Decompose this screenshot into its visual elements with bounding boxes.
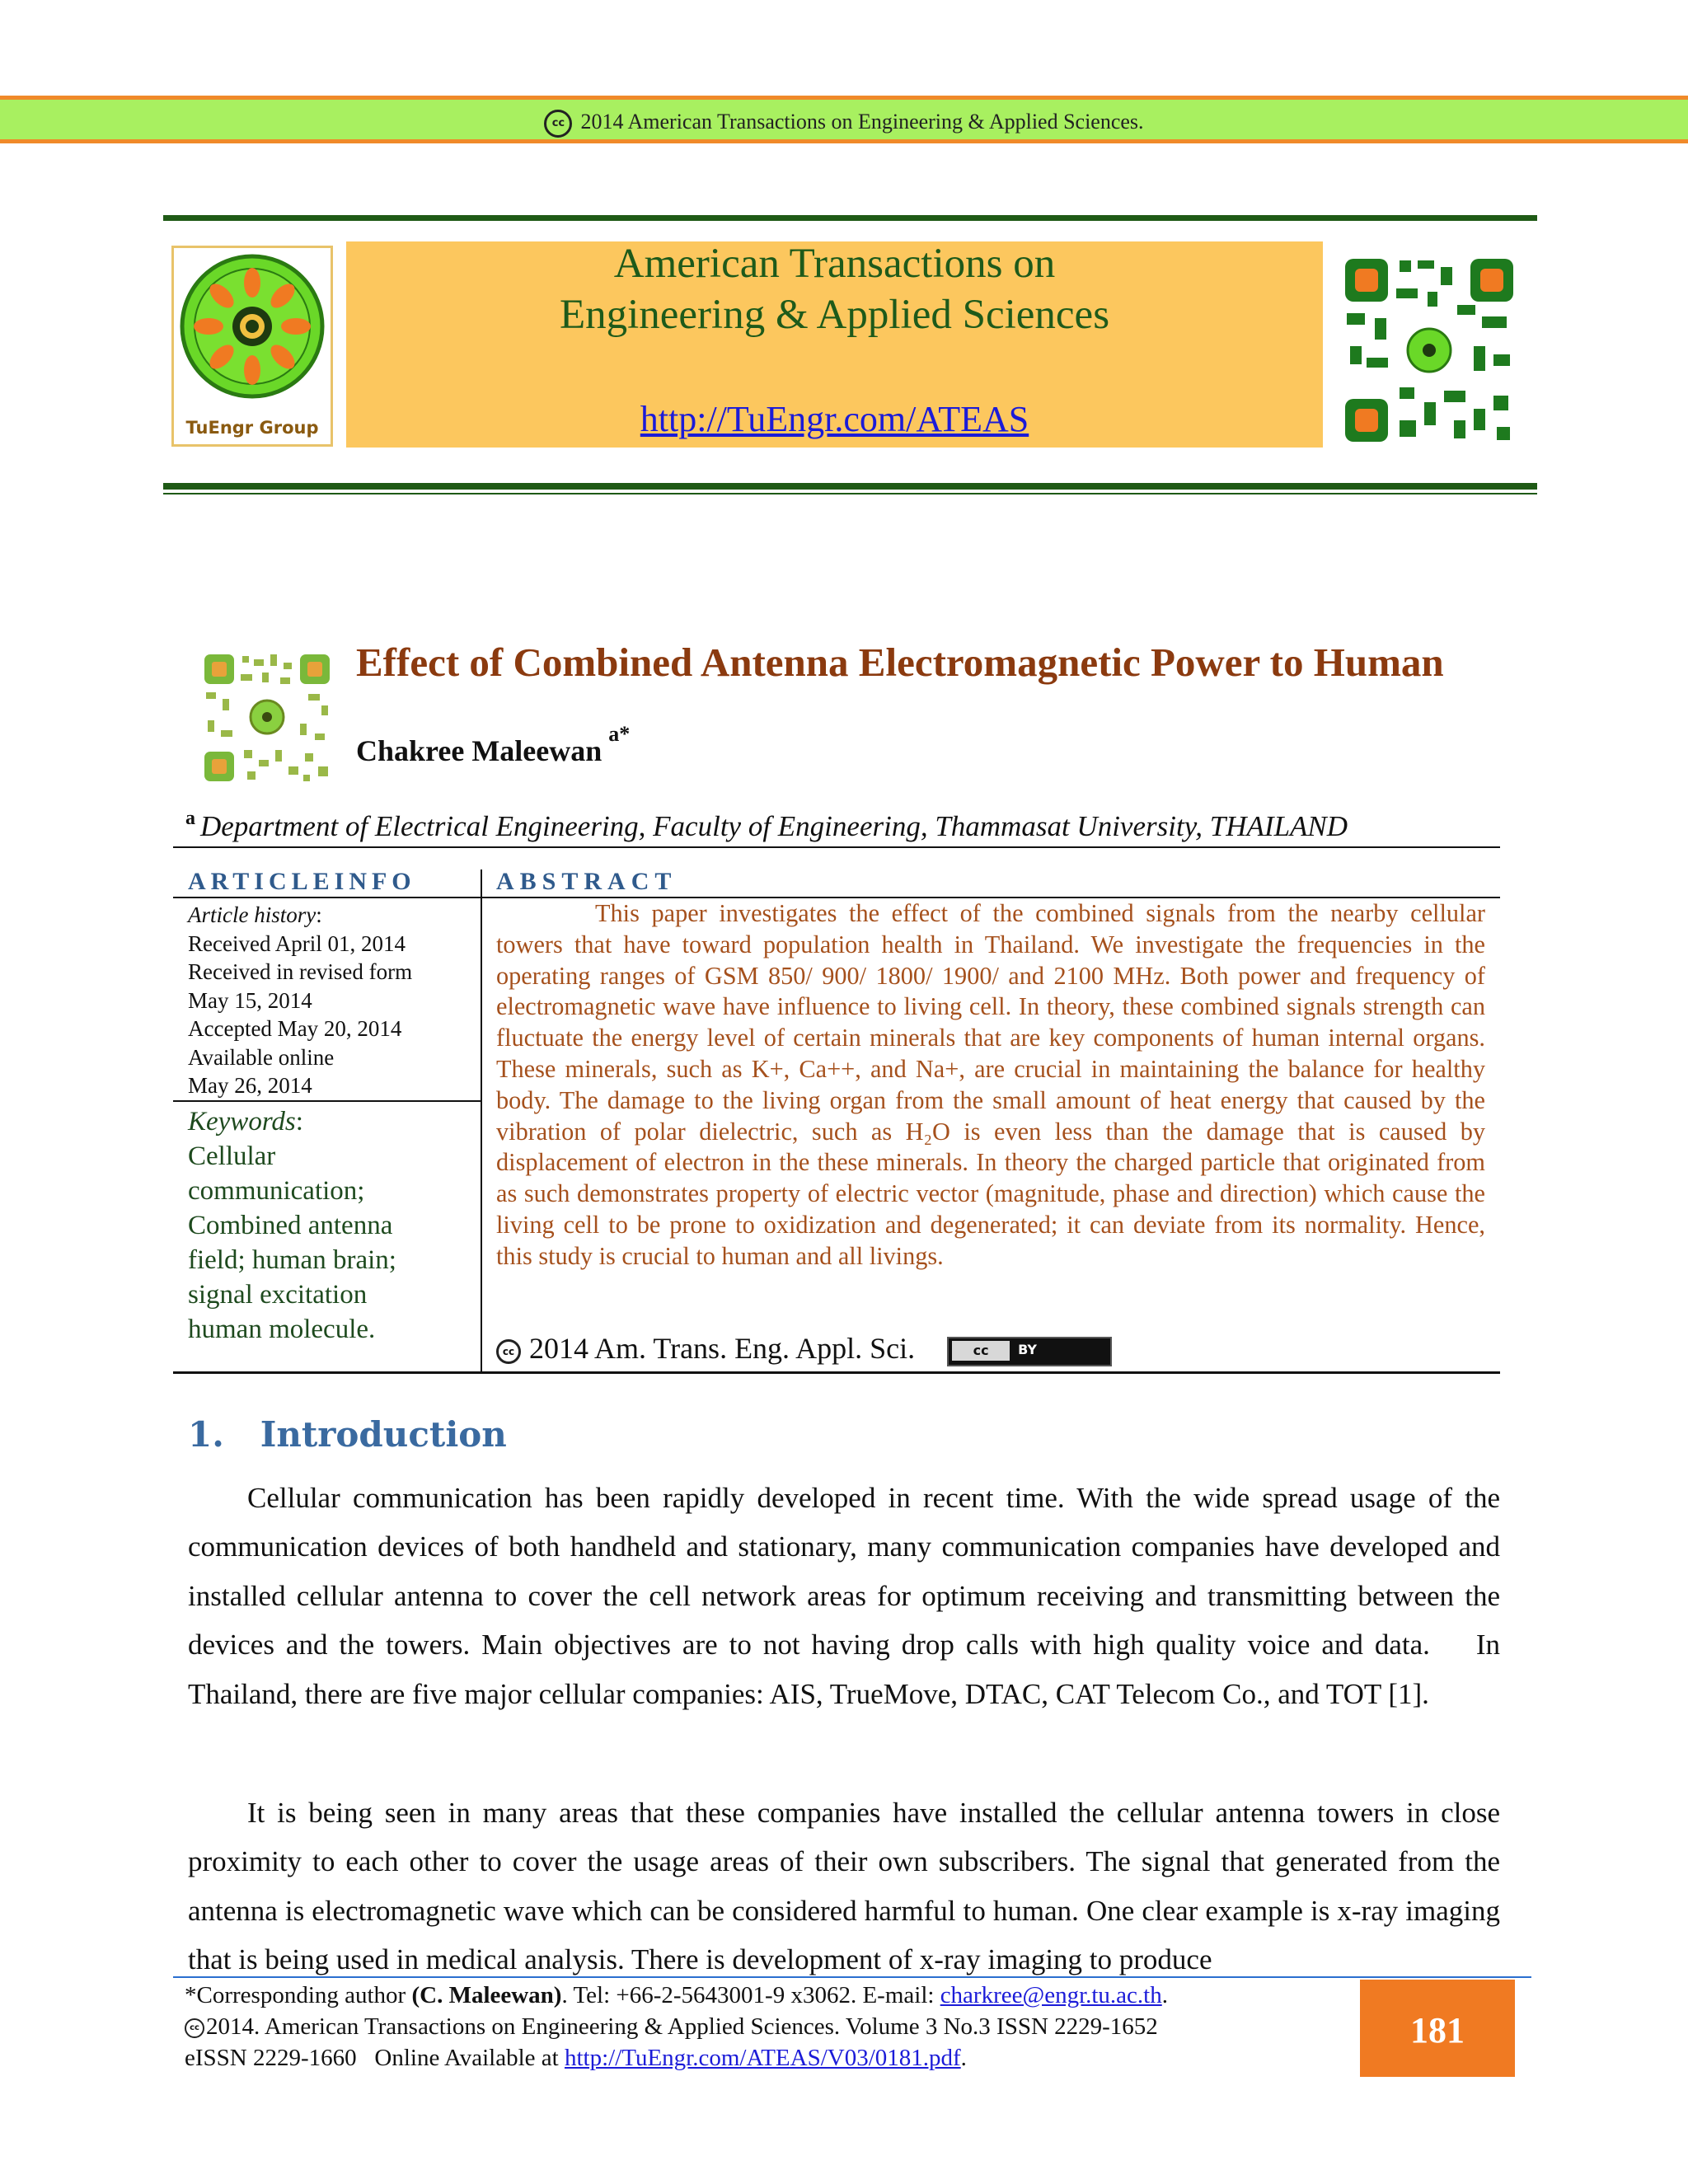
keywords-rule — [173, 1100, 481, 1102]
journal-title-line1: American Transactions on — [613, 241, 1056, 287]
history-label-line: Article history: — [188, 902, 322, 927]
author-affiliation-mark: a* — [608, 722, 631, 746]
article-history — [188, 901, 412, 1100]
article-info-heading: ARTICLEINFO — [188, 868, 416, 895]
keyword-item: field; human brain; — [188, 1245, 396, 1275]
journal-title-line2: Engineering & Applied Sciences — [559, 292, 1110, 338]
tuengr-logo — [171, 246, 333, 447]
by-license-label: BY — [1018, 1341, 1037, 1357]
history-label: Article history — [188, 902, 316, 927]
keywords-label: Keywords — [188, 1107, 296, 1137]
header-top-rule — [163, 215, 1537, 221]
journal-banner — [346, 241, 1323, 448]
top-banner — [0, 96, 1688, 143]
article-qr-code-icon — [201, 651, 333, 785]
keyword-item: communication; — [188, 1176, 365, 1206]
wheel-logo-icon — [174, 248, 331, 405]
keyword-item: signal excitation — [188, 1280, 368, 1310]
copyright-line — [185, 2011, 1355, 2042]
corresponding-name: (C. Maleewan) — [411, 1982, 562, 2008]
history-item: May 15, 2014 — [188, 987, 312, 1013]
history-item: Available online — [188, 1044, 335, 1070]
abstract-copyright-line — [496, 1331, 1112, 1366]
affiliation-text: Department of Electrical Engineering, Faculty of Engineering, Thammasat University, THAILAND — [200, 810, 1348, 842]
journal-title — [346, 238, 1323, 340]
creative-commons-icon: cc — [185, 2018, 204, 2038]
keyword-item: Cellular — [188, 1141, 276, 1171]
header-bottom-rule — [163, 483, 1537, 490]
corresponding-author-line: *Corresponding author (C. Maleewan). Tel: +66-2-5643001-9 x3062. E-mail: charkree@engr.tu.ac.th. — [185, 1982, 1168, 2008]
history-item: Received April 01, 2014 — [188, 930, 406, 956]
header-bottom-thin-rule — [163, 493, 1537, 494]
info-column-divider — [481, 869, 482, 1372]
footer-rule — [173, 1976, 1531, 1978]
keywords — [188, 1104, 460, 1347]
abstract-copyright: 2014 Am. Trans. Eng. Appl. Sci. — [529, 1332, 916, 1365]
corresponding-contact: . Tel: +66-2-5643001-9 x3062. E-mail: — [561, 1982, 940, 2008]
history-item: May 26, 2014 — [188, 1073, 312, 1098]
footer-notes — [185, 1980, 1355, 2074]
keywords-label-line: Keywords: — [188, 1107, 303, 1137]
banner-text-line — [0, 110, 1688, 138]
affiliation-mark: a — [185, 808, 195, 829]
paper-title: Effect of Combined Antenna Electromagnetic Power to Human — [356, 640, 1444, 685]
journal-url-link[interactable]: http://TuEngr.com/ATEAS — [640, 399, 1029, 439]
pdf-link[interactable]: http://TuEngr.com/ATEAS/V03/0181.pdf — [564, 2045, 961, 2071]
abstract-text: This paper investigates the effect of the combined signals from the nearby cellular towers that have toward population health in Thailand. We investigate the frequencies in the operating ranges of GSM 850/ 900/ 1800/ 1900/ and 2100 MHz. Both power and frequency of electromagnetic wave have influence to living cell. In theory, these combined signals strength can fluctuate the energy level of certain minerals that are key components of human internal organs. These minerals, such as K+, Ca++, and Na+, are crucial in maintaining the balance for healthy body. The damage to the living organ from the small amount of heat energy that caused by the vibration of polar dielectric, such as H₂O is even less than the damage that is caused by displacement of electron in the these minerals. In theory the charged particle that originated from as such demonstrates property of electric vector (magnitude, phase and direction) which cause the living cell to be prone to oxidization and degenerated; it can deviate from its normality. Hence, this study is crucial to human and all livings. — [496, 899, 1485, 1270]
journal-qr-code-icon — [1342, 255, 1517, 445]
info-top-rule — [173, 846, 1500, 848]
creative-commons-icon: cc — [496, 1339, 521, 1364]
page-number-box — [1360, 1980, 1515, 2077]
keyword-item: Combined antenna — [188, 1211, 393, 1240]
section-heading-introduction: 1. Introduction — [188, 1414, 507, 1455]
author-name: Chakree Maleewan — [356, 734, 603, 767]
logo-label: TuEngr Group — [185, 418, 319, 438]
abstract-heading: ABSTRACT — [496, 868, 678, 895]
history-item: Accepted May 20, 2014 — [188, 1016, 402, 1041]
keyword-item: human molecule. — [188, 1315, 376, 1344]
author-line — [356, 722, 631, 768]
cc-by-license-badge[interactable] — [947, 1337, 1112, 1366]
banner-text: 2014 American Transactions on Engineering & Applied Sciences. — [580, 110, 1144, 134]
eissn-text: eISSN 2229-1660 Online Available at — [185, 2045, 565, 2071]
history-item: Received in revised form — [188, 959, 413, 984]
cc-license-label: cc — [952, 1341, 1010, 1361]
intro-paragraph-1: Cellular communication has been rapidly developed in recent time. With the wide spread usage of the communication devices of both handheld and stationary, many communication companies have developed and installed cellular antenna to cover the cell network areas for optimum receiving and transmitting between the devices and the towers. Main objectives are to not having drop calls with high quality voice and data. In Thailand, there are five major cellular companies: AIS, TrueMove, DTAC, CAT Telecom Co., and TOT [1]. — [188, 1482, 1507, 1710]
creative-commons-icon: cc — [544, 110, 572, 138]
copyright-text: 2014. American Transactions on Engineering & Applied Sciences. Volume 3 No.3 ISSN 2229-1652 — [206, 2013, 1158, 2040]
page-number: 181 — [1410, 2010, 1465, 2050]
author-email-link[interactable]: charkree@engr.tu.ac.th — [940, 1982, 1162, 2008]
info-bottom-rule — [173, 1371, 1500, 1374]
affiliation-line — [185, 810, 1348, 843]
eissn-line: eISSN 2229-1660 Online Available at http://TuEngr.com/ATEAS/V03/0181.pdf. — [185, 2045, 967, 2071]
corresponding-prefix: *Corresponding author — [185, 1982, 406, 2008]
intro-paragraph-2: It is being seen in many areas that these companies have installed the cellular antenna towers in close proximity to each other to cover the usage areas of their own subscribers. The signal that generated from the antenna is electromagnetic wave which can be considered harmful to human. One clear example is x-ray imaging that is being used in medical analysis. There is development of x-ray imaging to produce — [188, 1797, 1500, 1976]
